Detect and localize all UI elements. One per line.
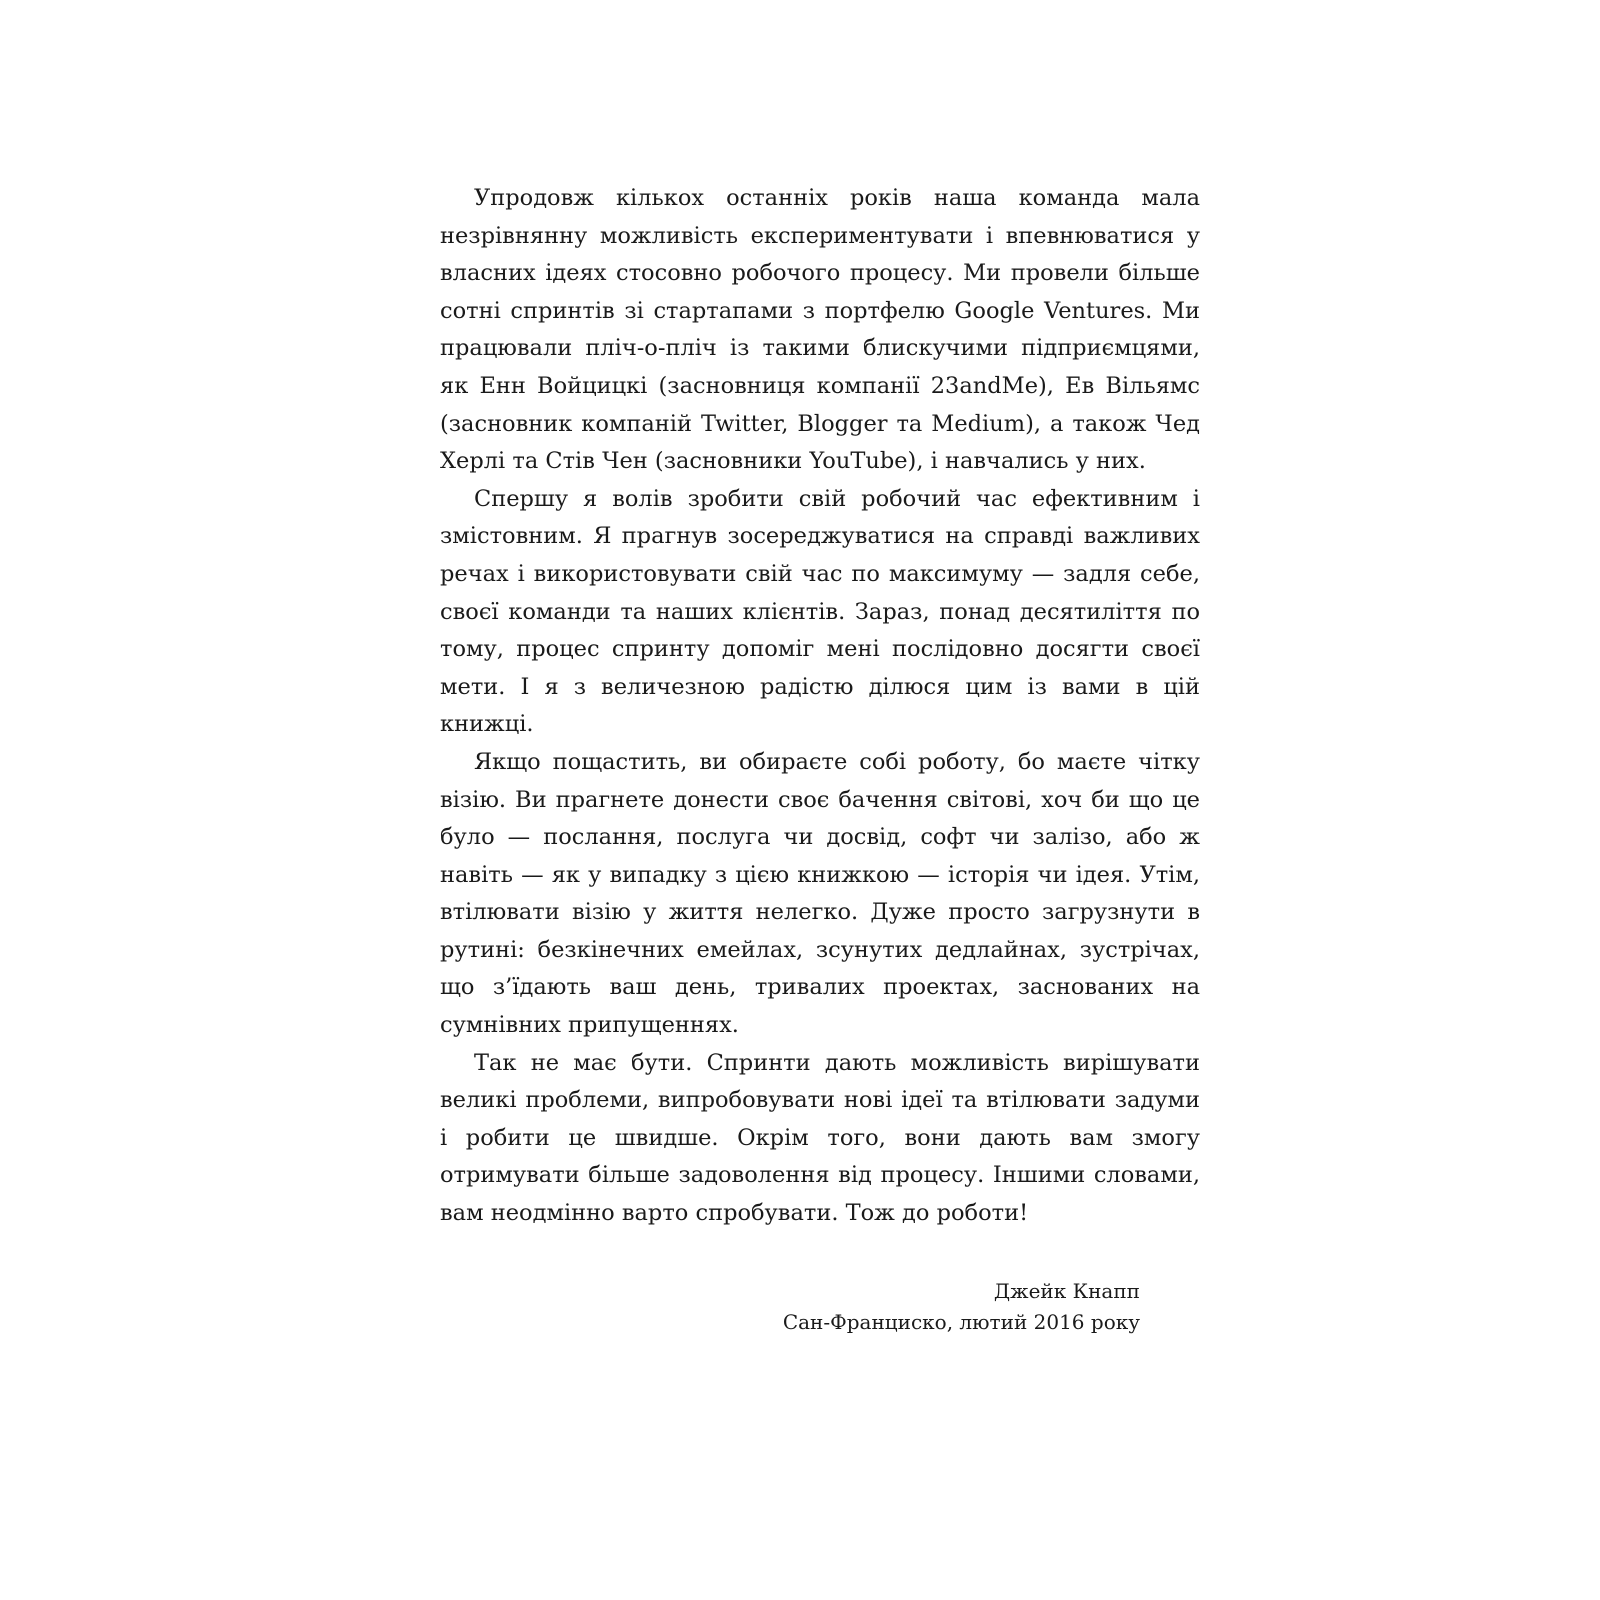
paragraph-1: Упродовж кількох останніх років наша команда мала незрівнянну можливість експериментувати і впевнюватися у власних ідеях стосовно робочого процесу. Ми провели більше сотні спринтів зі стартапами з портфелю Google Ventures. Ми працювали пліч-о-пліч із такими блискучими підприємцями, як Енн Войцицкі (засновниця компанії 23andMe), Ев Вільямс (засновник компаній Twitter, Blogger та Medium), а також Чед Херлі та Стів Чен (засновники YouTube), і навчались у них. — [440, 185, 1200, 475]
signature-block — [783, 1276, 1140, 1338]
paragraph-3: Якщо пощастить, ви обираєте собі роботу, бо маєте чітку візію. Ви прагнете донести своє бачення світові, хоч би що це було — послання, послуга чи досвід, софт чи залізо, або ж навіть — як у випадку з цією книжкою — історія чи ідея. Утім, втілювати візію у життя нелегко. Дуже просто загрузнути в рутині: безкінечних емейлах, зсунутих дедлайнах, зустрічах, що з’їдають ваш день, тривалих проектах, заснованих на сумнівних припущеннях. — [440, 748, 1200, 1039]
author-name: Джейк Кнапп — [993, 1279, 1140, 1303]
paragraph-4: Так не має бути. Спринти дають можливість вирішувати великі проблеми, випробовувати нові ідеї та втілювати задуми і робити це швидше. Окрім того, вони дають вам змогу отримувати більше задоволення від процесу. Іншими словами, вам неодмінно варто спробувати. Тож до роботи! — [440, 1049, 1200, 1227]
paragraph-2: Спершу я волів зробити свій робочий час ефективним і змістовним. Я прагнув зосереджуватися на справді важливих речах і використовувати свій час по максимуму — задля себе, своєї команди та наших клієнтів. Зараз, понад десятиліття по тому, процес спринту допоміг мені послідовно досягти своєї мети. І я з величезною радістю ділюся цим із вами в цій книжці. — [440, 485, 1200, 738]
place-and-date: Сан-Франциско, лютий 2016 року — [782, 1310, 1140, 1334]
body-text — [440, 180, 1200, 1233]
